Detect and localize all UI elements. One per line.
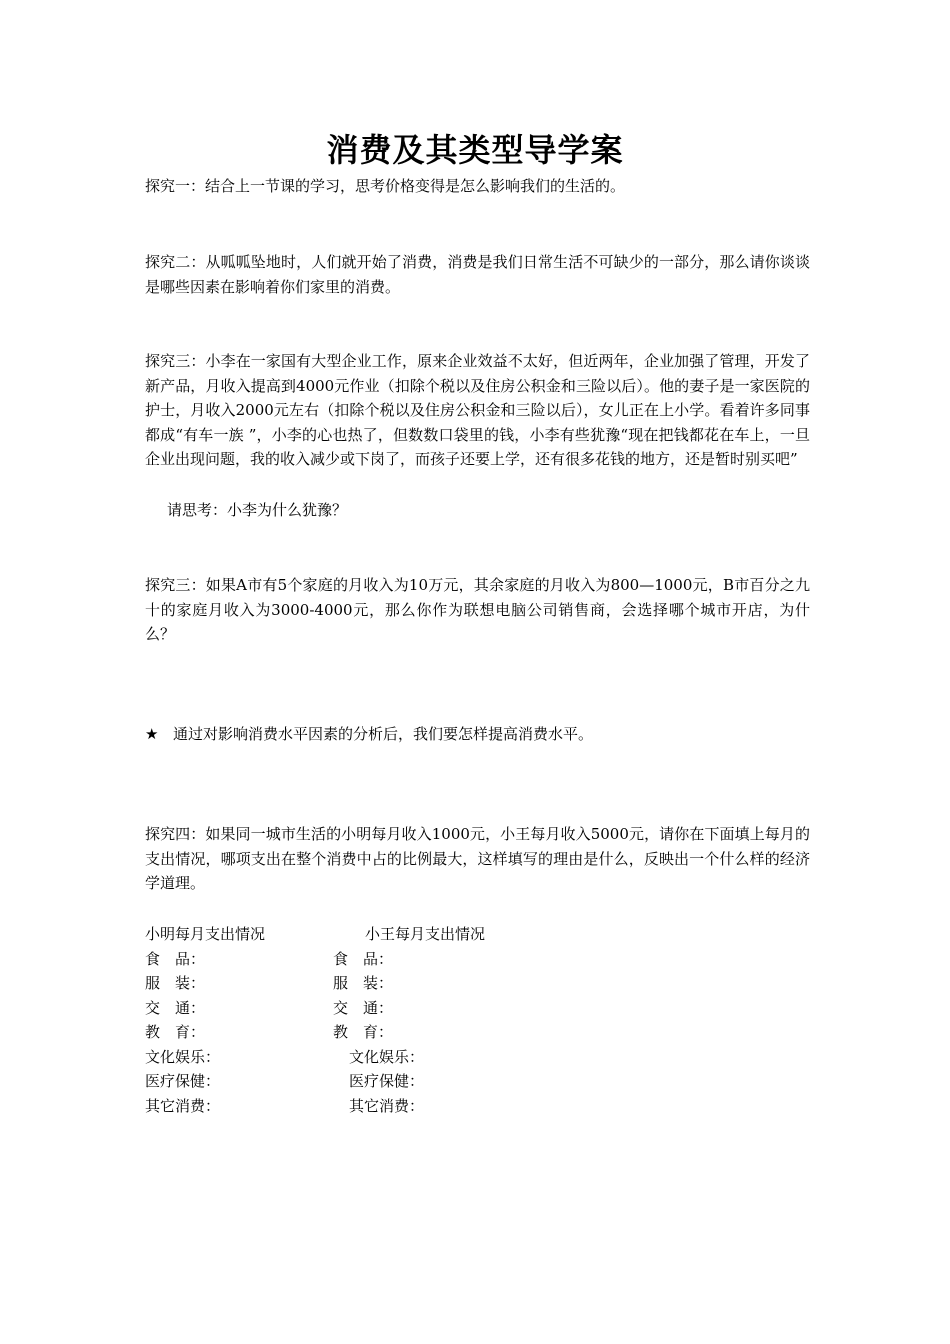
- question-4: 探究四：如果同一城市生活的小明每月收入1000元，小王每月收入5000元，请你在下面填上每月的支出情况，哪项支出在整个消费中占的比例最大，这样填写的理由是什么，反映出一个什么样的经济学道理。: [145, 825, 810, 892]
- left-item-education: 教 育：: [145, 1023, 206, 1041]
- right-item-entertainment: 文化娱乐：: [349, 1048, 425, 1066]
- question-2: 探究二：从呱呱坠地时，人们就开始了消费，消费是我们日常生活不可缺少的一部分，那么请你谈谈是哪些因素在影响着你们家里的消费。: [145, 253, 810, 296]
- right-item-clothing: 服 装：: [333, 974, 394, 992]
- right-item-transport: 交 通：: [333, 999, 394, 1017]
- question-3b: 探究三：如果A市有5个家庭的月收入为10万元，其余家庭的月收入为800—1000元，B市百分之九十的家庭月收入为3000-4000元，那么你作为联想电脑公司销售商，会选择哪个城市开店，为什么？: [145, 576, 810, 643]
- right-item-other: 其它消费：: [349, 1097, 425, 1115]
- right-item-education: 教 育：: [333, 1023, 394, 1041]
- left-item-food: 食 品：: [145, 950, 206, 968]
- question-1: 探究一：结合上一节课的学习，思考价格变得是怎么影响我们的生活的。: [145, 177, 626, 195]
- question-3: 探究三：小李在一家国有大型企业工作，原来企业效益不太好，但近两年，企业加强了管理，开发了新产品，月收入提高到4000元作业（扣除个税以及住房公积金和三险以后）。他的妻子是一家医院的护士，月收入2000元左右（扣除个税以及住房公积金和三险以后），女儿正在上小学。看着许多同事都成“有车一族 ”，小李的心也热了，但数数口袋里的钱，小李有些犹豫“现在把钱都花在车上，一旦企业出现问题，我的收入减少或下岗了，而孩子还要上学，还有很多花钱的地方，还是暂时别买吧”: [145, 352, 810, 468]
- star-question: [145, 722, 810, 747]
- left-item-entertainment: 文化娱乐：: [145, 1048, 221, 1066]
- star-question-text: 通过对影响消费水平因素的分析后，我们要怎样提高消费水平。: [173, 725, 594, 743]
- left-item-transport: 交 通：: [145, 999, 206, 1017]
- right-item-food: 食 品：: [333, 950, 394, 968]
- star-icon: ★: [145, 725, 159, 743]
- question-3-prompt: 请思考：小李为什么犹豫？: [167, 501, 348, 519]
- left-item-healthcare: 医疗保健：: [145, 1072, 221, 1090]
- left-table-header: 小明每月支出情况: [145, 925, 266, 943]
- right-item-healthcare: 医疗保健：: [349, 1072, 425, 1090]
- left-item-clothing: 服 装：: [145, 974, 206, 992]
- right-table-header: 小王每月支出情况: [365, 925, 486, 943]
- left-item-other: 其它消费：: [145, 1097, 221, 1115]
- page-title: 消费及其类型导学案: [326, 131, 624, 169]
